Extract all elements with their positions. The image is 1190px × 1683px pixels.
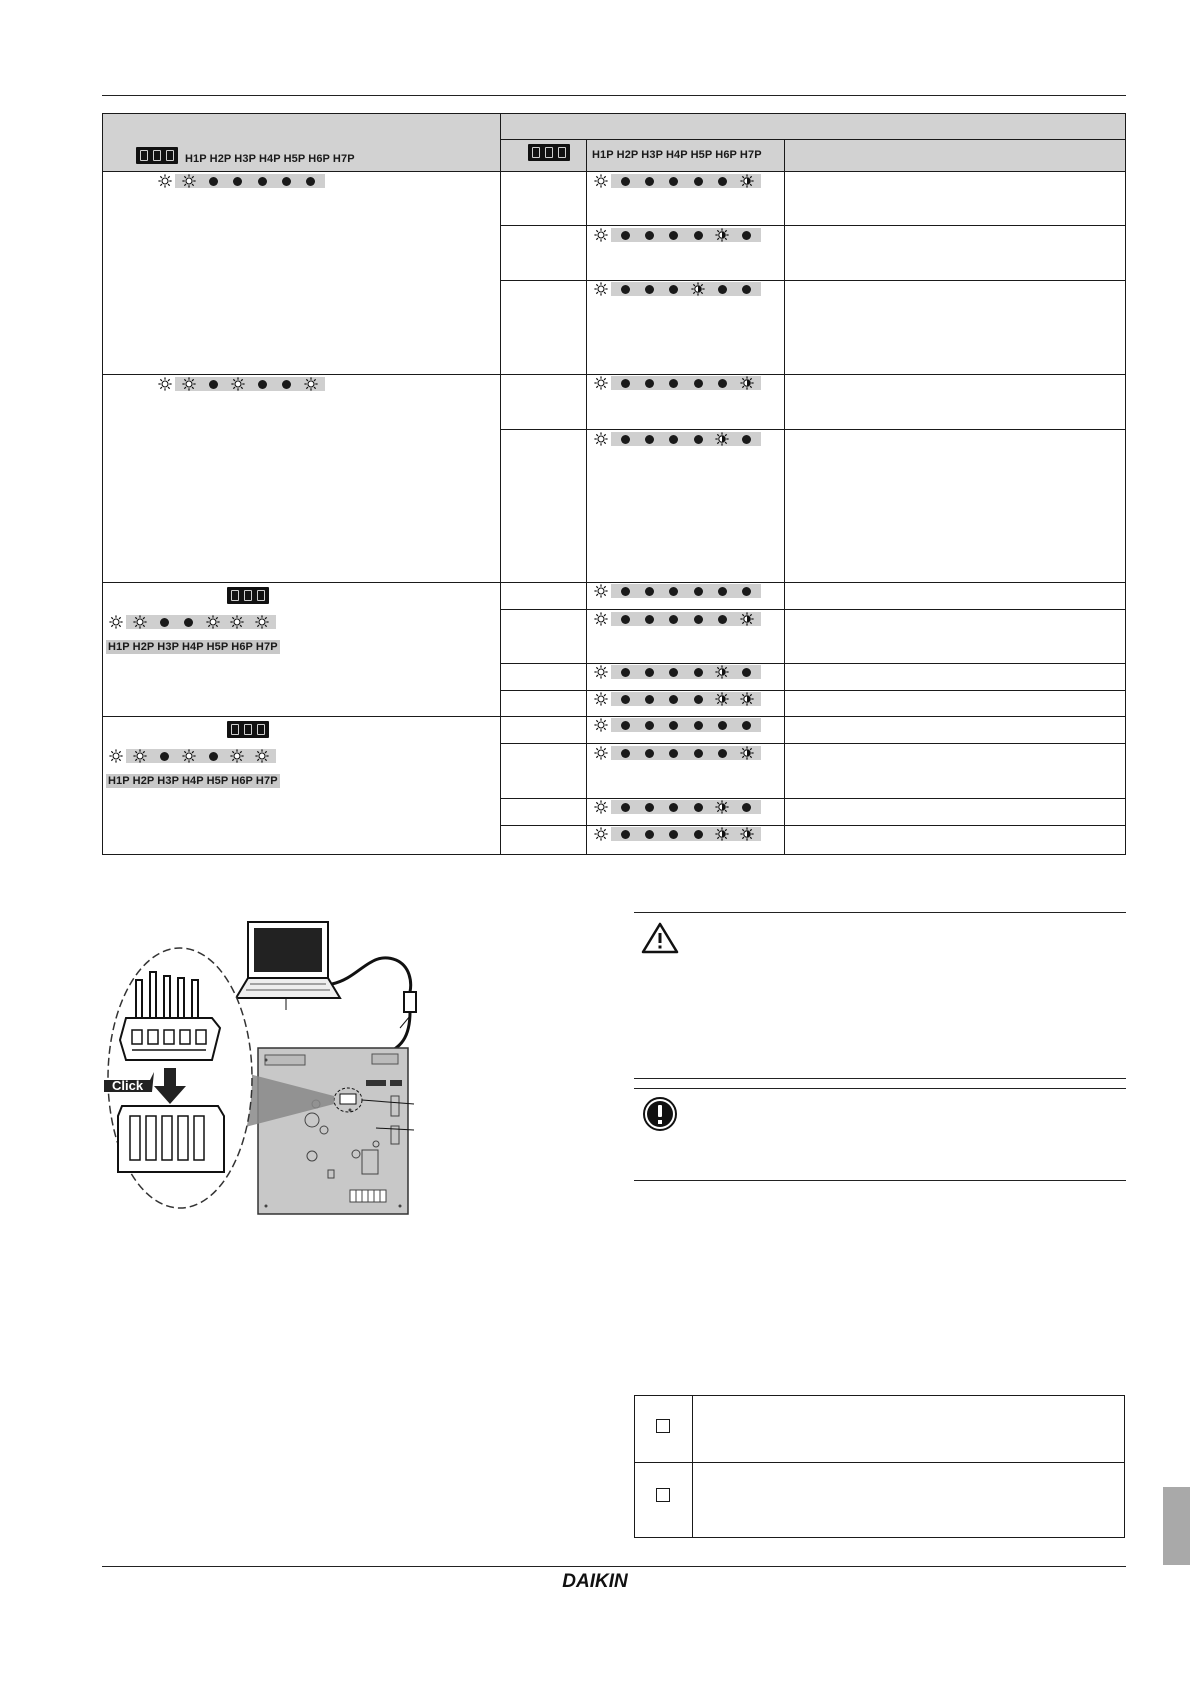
led-off-icon (691, 228, 705, 242)
led-on-icon (594, 282, 608, 296)
led-off-icon (182, 615, 196, 629)
led-blinking-icon (740, 376, 754, 390)
led-off-icon (667, 746, 681, 760)
led-off-icon (691, 612, 705, 626)
led-off-icon (231, 174, 245, 188)
header-right-top (501, 114, 1125, 139)
led-band (611, 718, 761, 732)
led-off-icon (691, 174, 705, 188)
right-row-2-led-pattern (594, 228, 761, 242)
header-led-labels: H1P H2P H3P H4P H5P H6P H7P (185, 153, 355, 165)
led-on-icon (594, 584, 608, 598)
led-off-icon (667, 584, 681, 598)
led-off-icon (642, 228, 656, 242)
led-on-icon (230, 749, 244, 763)
led-blinking-icon (715, 665, 729, 679)
led-on-icon (158, 174, 172, 188)
led-off-icon (691, 376, 705, 390)
brand-name: DAIKIN (562, 1571, 628, 1591)
led-on-icon (594, 692, 608, 706)
led-band (611, 665, 761, 679)
right-row-5-led-pattern (594, 432, 761, 446)
led-band (126, 615, 276, 629)
left-group-4-led-pattern (109, 749, 276, 763)
seven-segment-display-icon (136, 147, 178, 164)
led-blinking-icon (715, 228, 729, 242)
led-off-icon (642, 432, 656, 446)
led-blinking-icon (740, 174, 754, 188)
led-on-icon (182, 749, 196, 763)
led-blinking-icon (715, 692, 729, 706)
led-off-icon (618, 692, 632, 706)
led-on-icon (255, 615, 269, 629)
right-row-6-led-pattern (594, 584, 761, 598)
led-band (611, 612, 761, 626)
seven-segment-display-icon (528, 144, 570, 161)
right-row-4-led-pattern (594, 376, 761, 390)
led-off-icon (304, 174, 318, 188)
led-h1p (594, 612, 608, 626)
led-on-icon (182, 377, 196, 391)
led-off-icon (667, 376, 681, 390)
led-off-icon (618, 800, 632, 814)
led-h1p (594, 827, 608, 841)
led-h1p (158, 377, 172, 391)
led-on-icon (594, 228, 608, 242)
led-on-icon (594, 376, 608, 390)
led-off-icon (642, 746, 656, 760)
led-off-icon (618, 665, 632, 679)
led-blinking-icon (740, 746, 754, 760)
led-off-icon (618, 612, 632, 626)
led-status-table (102, 113, 1126, 855)
led-off-icon (715, 174, 729, 188)
led-off-icon (255, 174, 269, 188)
led-off-icon (206, 174, 220, 188)
top-rule (102, 95, 1126, 96)
led-off-icon (642, 612, 656, 626)
led-blinking-icon (740, 692, 754, 706)
right-row-10-led-pattern (594, 718, 761, 732)
right-row-12-led-pattern (594, 800, 761, 814)
led-band (611, 282, 761, 296)
seven-segment-display-icon (227, 587, 269, 604)
led-off-icon (691, 746, 705, 760)
left-group-2-led-pattern (158, 377, 325, 391)
notice-rule-bottom (634, 1180, 1126, 1181)
led-h1p (594, 432, 608, 446)
connector-zoom-detail (104, 948, 252, 1208)
checklist-box (634, 1395, 1125, 1538)
led-off-icon (206, 377, 220, 391)
led-off-icon (642, 174, 656, 188)
led-off-icon (740, 800, 754, 814)
led-blinking-icon (740, 612, 754, 626)
led-off-icon (740, 584, 754, 598)
led-off-icon (642, 692, 656, 706)
led-on-icon (231, 377, 245, 391)
notice-rule-top (634, 1088, 1126, 1089)
led-off-icon (642, 800, 656, 814)
led-on-icon (594, 800, 608, 814)
led-on-icon (594, 827, 608, 841)
led-off-icon (642, 718, 656, 732)
led-off-icon (715, 584, 729, 598)
led-off-icon (740, 282, 754, 296)
led-off-icon (255, 377, 269, 391)
led-on-icon (594, 665, 608, 679)
caution-rule-bottom (634, 1078, 1126, 1079)
led-on-icon (182, 174, 196, 188)
led-off-icon (715, 612, 729, 626)
led-band (611, 692, 761, 706)
led-off-icon (279, 377, 293, 391)
checkbox-1[interactable] (656, 1419, 670, 1433)
led-h1p (109, 615, 123, 629)
led-on-icon (594, 612, 608, 626)
led-off-icon (667, 692, 681, 706)
left-group-1-led-pattern (158, 174, 325, 188)
led-band (611, 174, 761, 188)
warning-triangle-icon (640, 921, 680, 955)
led-off-icon (691, 665, 705, 679)
led-off-icon (691, 800, 705, 814)
led-off-icon (740, 432, 754, 446)
left-group-4-led-labels: H1P H2P H3P H4P H5P H6P H7P (108, 775, 278, 787)
led-off-icon (667, 174, 681, 188)
right-row-11-led-pattern (594, 746, 761, 760)
led-off-icon (642, 584, 656, 598)
led-off-icon (667, 228, 681, 242)
led-off-icon (740, 718, 754, 732)
led-blinking-icon (715, 827, 729, 841)
led-band (611, 800, 761, 814)
led-h1p (594, 174, 608, 188)
led-on-icon (206, 615, 220, 629)
led-on-icon (304, 377, 318, 391)
led-off-icon (618, 746, 632, 760)
click-label: Click (112, 1078, 144, 1093)
right-row-9-led-pattern (594, 692, 761, 706)
led-band (611, 827, 761, 841)
led-on-icon (594, 432, 608, 446)
led-off-icon (618, 376, 632, 390)
led-off-icon (618, 432, 632, 446)
left-group-3-led-labels: H1P H2P H3P H4P H5P H6P H7P (108, 641, 278, 653)
led-off-icon (206, 749, 220, 763)
led-off-icon (667, 282, 681, 296)
page-side-tab (1163, 1487, 1190, 1565)
led-off-icon (740, 228, 754, 242)
led-off-icon (618, 282, 632, 296)
led-off-icon (667, 612, 681, 626)
led-h1p (594, 228, 608, 242)
led-blinking-icon (691, 282, 705, 296)
led-band (175, 377, 325, 391)
led-blinking-icon (715, 800, 729, 814)
led-on-icon (230, 615, 244, 629)
exclamation-circle-icon (642, 1096, 678, 1132)
led-off-icon (618, 228, 632, 242)
led-off-icon (667, 718, 681, 732)
pc-connection-figure (100, 920, 440, 1220)
led-off-icon (667, 827, 681, 841)
right-row-1-led-pattern (594, 174, 761, 188)
led-band (126, 749, 276, 763)
led-band (611, 228, 761, 242)
led-off-icon (642, 827, 656, 841)
led-band (611, 432, 761, 446)
footer-rule (102, 1566, 1126, 1567)
led-off-icon (157, 749, 171, 763)
led-blinking-icon (740, 827, 754, 841)
led-off-icon (715, 718, 729, 732)
led-band (175, 174, 325, 188)
led-blinking-icon (715, 432, 729, 446)
led-on-icon (594, 718, 608, 732)
led-off-icon (618, 827, 632, 841)
led-h1p (594, 746, 608, 760)
led-off-icon (691, 827, 705, 841)
led-h1p (594, 584, 608, 598)
led-off-icon (642, 665, 656, 679)
led-h1p (109, 749, 123, 763)
led-band (611, 584, 761, 598)
right-row-13-led-pattern (594, 827, 761, 841)
led-off-icon (279, 174, 293, 188)
led-on-icon (109, 749, 123, 763)
led-band (611, 746, 761, 760)
led-h1p (594, 718, 608, 732)
led-off-icon (740, 665, 754, 679)
right-row-3-led-pattern (594, 282, 761, 296)
led-off-icon (691, 584, 705, 598)
led-on-icon (133, 749, 147, 763)
led-off-icon (667, 665, 681, 679)
led-off-icon (715, 746, 729, 760)
daikin-logo (540, 1569, 650, 1591)
seven-segment-display-icon (227, 721, 269, 738)
pcb-board (258, 1048, 408, 1214)
led-h1p (594, 692, 608, 706)
led-on-icon (109, 615, 123, 629)
led-off-icon (715, 282, 729, 296)
led-off-icon (618, 584, 632, 598)
led-on-icon (594, 746, 608, 760)
led-off-icon (667, 432, 681, 446)
led-h1p (158, 174, 172, 188)
led-off-icon (667, 800, 681, 814)
led-off-icon (642, 376, 656, 390)
caution-rule-top (634, 912, 1126, 913)
led-off-icon (157, 615, 171, 629)
led-on-icon (133, 615, 147, 629)
led-off-icon (691, 432, 705, 446)
right-header-led-labels: H1P H2P H3P H4P H5P H6P H7P (592, 149, 762, 161)
led-h1p (594, 282, 608, 296)
led-off-icon (618, 174, 632, 188)
led-off-icon (691, 718, 705, 732)
led-h1p (594, 665, 608, 679)
led-h1p (594, 376, 608, 390)
led-on-icon (255, 749, 269, 763)
led-on-icon (158, 377, 172, 391)
led-off-icon (691, 692, 705, 706)
led-off-icon (618, 718, 632, 732)
checkbox-2[interactable] (656, 1488, 670, 1502)
led-off-icon (642, 282, 656, 296)
led-h1p (594, 800, 608, 814)
left-group-3-led-pattern (109, 615, 276, 629)
led-band (611, 376, 761, 390)
right-row-7-led-pattern (594, 612, 761, 626)
right-row-8-led-pattern (594, 665, 761, 679)
laptop-icon (236, 922, 340, 1010)
led-on-icon (594, 174, 608, 188)
led-off-icon (715, 376, 729, 390)
